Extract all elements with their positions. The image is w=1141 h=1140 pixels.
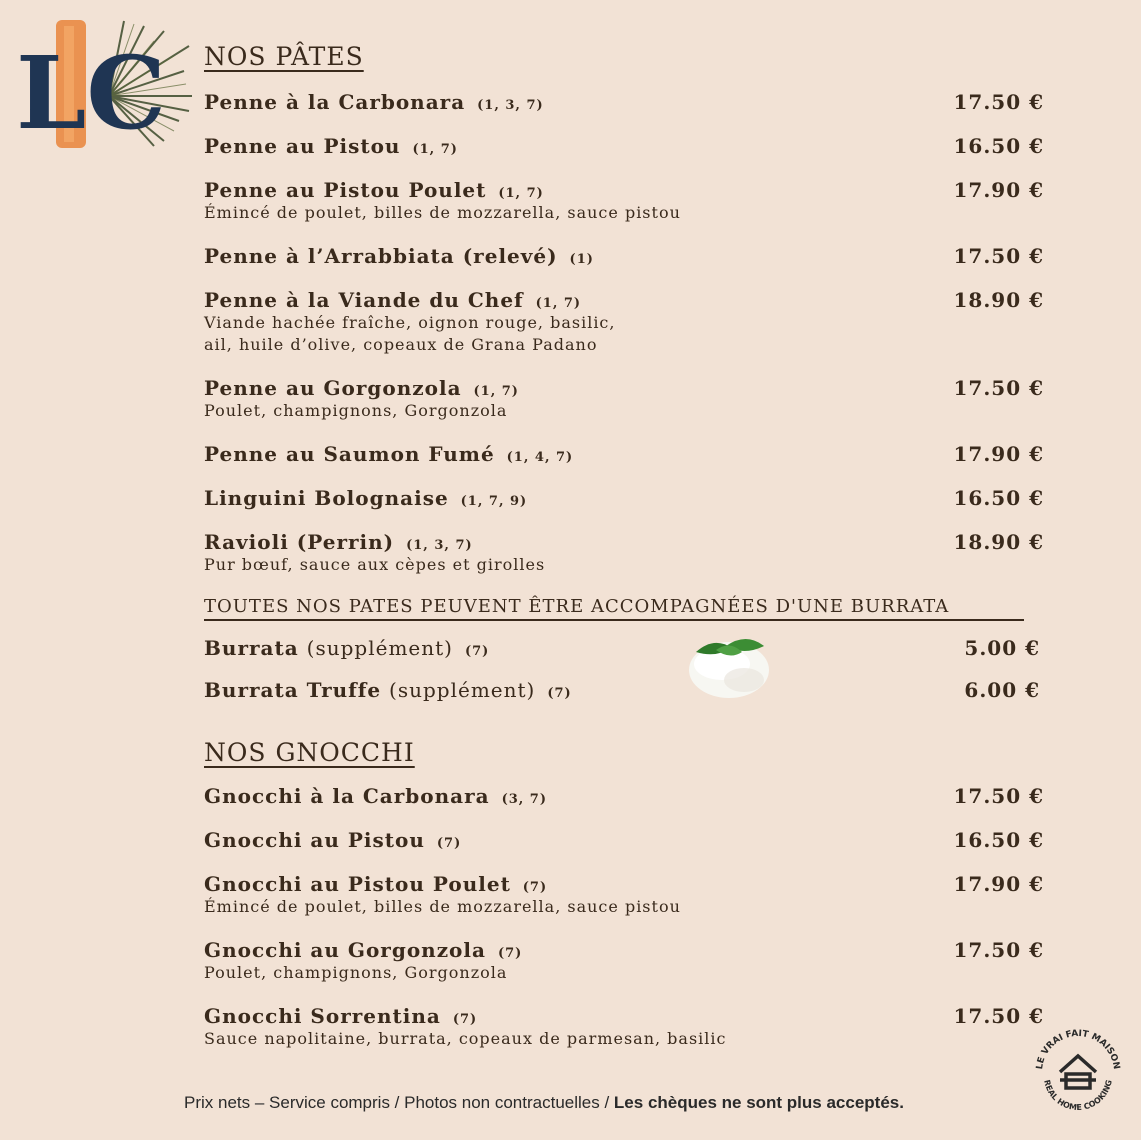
logo-text: LC bbox=[16, 34, 166, 152]
item-name: Ravioli (Perrin) bbox=[204, 530, 395, 554]
item-name: Penne au Gorgonzola bbox=[204, 376, 462, 400]
burrata-heading: TOUTES NOS PATES PEUVENT ÊTRE ACCOMPAGNÉES D'UNE BURRATA bbox=[204, 596, 1024, 621]
section-title-gnocchi: NOS GNOCCHI bbox=[204, 738, 415, 767]
menu-item bbox=[204, 938, 1044, 984]
item-allergens: (1, 7) bbox=[535, 296, 582, 311]
item-allergens: (7) bbox=[522, 880, 548, 895]
item-price: 17.90 € bbox=[953, 442, 1044, 466]
item-price: 5.00 € bbox=[964, 636, 1040, 660]
item-name-line bbox=[204, 90, 1044, 114]
item-name-line bbox=[204, 678, 1044, 702]
menu-item bbox=[204, 636, 1044, 660]
fait-maison-stamp bbox=[1030, 1024, 1126, 1120]
item-name-line bbox=[204, 828, 1044, 852]
item-allergens: (7) bbox=[497, 946, 523, 961]
menu-item bbox=[204, 244, 1044, 268]
menu-item bbox=[204, 872, 1044, 918]
item-description: ail, huile d’olive, copeaux de Grana Padano bbox=[204, 335, 598, 354]
svg-text:LE VRAI FAIT MAISON bbox=[1035, 1029, 1121, 1070]
menu-item bbox=[204, 784, 1044, 808]
item-allergens: (1, 3, 7) bbox=[406, 538, 473, 553]
item-price: 17.50 € bbox=[953, 376, 1044, 400]
item-name-line bbox=[204, 1004, 1044, 1028]
item-name: Penne à la Carbonara bbox=[204, 90, 466, 114]
item-description: Émincé de poulet, billes de mozzarella, sauce pistou bbox=[204, 203, 681, 222]
section-title-pates: NOS PÂTES bbox=[204, 42, 364, 71]
item-description: Sauce napolitaine, burrata, copeaux de parmesan, basilic bbox=[204, 1029, 727, 1048]
item-allergens: (3, 7) bbox=[501, 792, 548, 807]
item-price: 17.90 € bbox=[953, 872, 1044, 896]
item-name-line bbox=[204, 530, 1044, 554]
item-name: Gnocchi à la Carbonara bbox=[204, 784, 490, 808]
item-description: Pur bœuf, sauce aux cèpes et girolles bbox=[204, 555, 546, 574]
item-allergens: (7) bbox=[452, 1012, 478, 1027]
item-allergens: (1, 7) bbox=[498, 186, 544, 201]
item-price: 16.50 € bbox=[953, 828, 1044, 852]
menu-item bbox=[204, 442, 1044, 466]
menu-item bbox=[204, 178, 1044, 224]
item-allergens: (1, 7, 9) bbox=[460, 494, 528, 509]
item-price: 18.90 € bbox=[953, 288, 1044, 312]
item-price: 17.50 € bbox=[953, 244, 1044, 268]
item-name-line bbox=[204, 178, 1044, 202]
menu-item bbox=[204, 678, 1044, 702]
item-name: Burrata Truffe bbox=[204, 678, 382, 702]
item-price: 18.90 € bbox=[953, 530, 1044, 554]
item-price: 17.90 € bbox=[953, 178, 1044, 202]
item-allergens: (1, 7) bbox=[412, 142, 458, 157]
stamp-text-bottom: REAL HOME COOKING bbox=[1042, 1078, 1114, 1113]
stamp-text-top: LE VRAI FAIT MAISON bbox=[1035, 1028, 1122, 1071]
item-price: 6.00 € bbox=[964, 678, 1040, 702]
item-allergens: (1, 4, 7) bbox=[506, 450, 574, 465]
item-name-line bbox=[204, 636, 1044, 660]
item-price: 17.50 € bbox=[953, 938, 1044, 962]
item-price: 16.50 € bbox=[953, 134, 1044, 158]
item-name: Penne au Pistou Poulet bbox=[204, 178, 487, 202]
footer-note bbox=[184, 1093, 904, 1113]
item-allergens: (1) bbox=[569, 252, 594, 267]
item-name: Gnocchi Sorrentina bbox=[204, 1004, 441, 1028]
item-description: Viande hachée fraîche, oignon rouge, basilic, bbox=[204, 313, 616, 332]
footer-text: Prix nets – Service compris / Photos non contractuelles / bbox=[184, 1093, 614, 1112]
item-description: Émincé de poulet, billes de mozzarella, sauce pistou bbox=[204, 897, 681, 916]
item-name-line bbox=[204, 442, 1044, 466]
menu-item bbox=[204, 530, 1044, 576]
item-allergens: (7) bbox=[464, 644, 490, 659]
item-name: Gnocchi au Pistou Poulet bbox=[204, 872, 511, 896]
item-allergens: (7) bbox=[547, 686, 572, 701]
item-name: Penne au Saumon Fumé bbox=[204, 442, 495, 466]
menu-item bbox=[204, 288, 1044, 356]
item-price: 17.50 € bbox=[953, 784, 1044, 808]
item-name: Burrata bbox=[204, 636, 299, 660]
item-name-line bbox=[204, 486, 1044, 510]
house-icon bbox=[1060, 1056, 1096, 1088]
svg-text:REAL HOME COOKING bbox=[1042, 1079, 1114, 1112]
item-name-line bbox=[204, 376, 1044, 400]
item-name: Gnocchi au Pistou bbox=[204, 828, 425, 852]
item-name: Linguini Bolognaise bbox=[204, 486, 449, 510]
item-price: 17.50 € bbox=[953, 1004, 1044, 1028]
menu-item bbox=[204, 376, 1044, 422]
item-name-line bbox=[204, 134, 1044, 158]
item-price: 17.50 € bbox=[953, 90, 1044, 114]
item-name-line bbox=[204, 288, 1044, 312]
item-allergens: (7) bbox=[436, 836, 462, 851]
item-supplement: (supplément) bbox=[306, 636, 453, 660]
item-description: Poulet, champignons, Gorgonzola bbox=[204, 963, 508, 982]
item-name: Penne à la Viande du Chef bbox=[204, 288, 524, 312]
menu-item bbox=[204, 134, 1044, 158]
item-name-line bbox=[204, 872, 1044, 896]
restaurant-logo bbox=[14, 16, 194, 156]
item-name-line bbox=[204, 244, 1044, 268]
item-description: Poulet, champignons, Gorgonzola bbox=[204, 401, 508, 420]
item-allergens: (1, 7) bbox=[473, 384, 519, 399]
item-price: 16.50 € bbox=[953, 486, 1044, 510]
item-name: Penne à l’Arrabbiata (relevé) bbox=[204, 244, 558, 268]
menu-item bbox=[204, 90, 1044, 114]
menu-item bbox=[204, 828, 1044, 852]
item-name: Penne au Pistou bbox=[204, 134, 401, 158]
item-name: Gnocchi au Gorgonzola bbox=[204, 938, 486, 962]
item-name-line bbox=[204, 938, 1044, 962]
footer-cheques-notice: Les chèques ne sont plus acceptés. bbox=[613, 1093, 904, 1112]
menu-item bbox=[204, 486, 1044, 510]
item-name-line bbox=[204, 784, 1044, 808]
menu-item bbox=[204, 1004, 1044, 1050]
item-supplement: (supplément) bbox=[389, 678, 536, 702]
item-allergens: (1, 3, 7) bbox=[477, 98, 544, 113]
